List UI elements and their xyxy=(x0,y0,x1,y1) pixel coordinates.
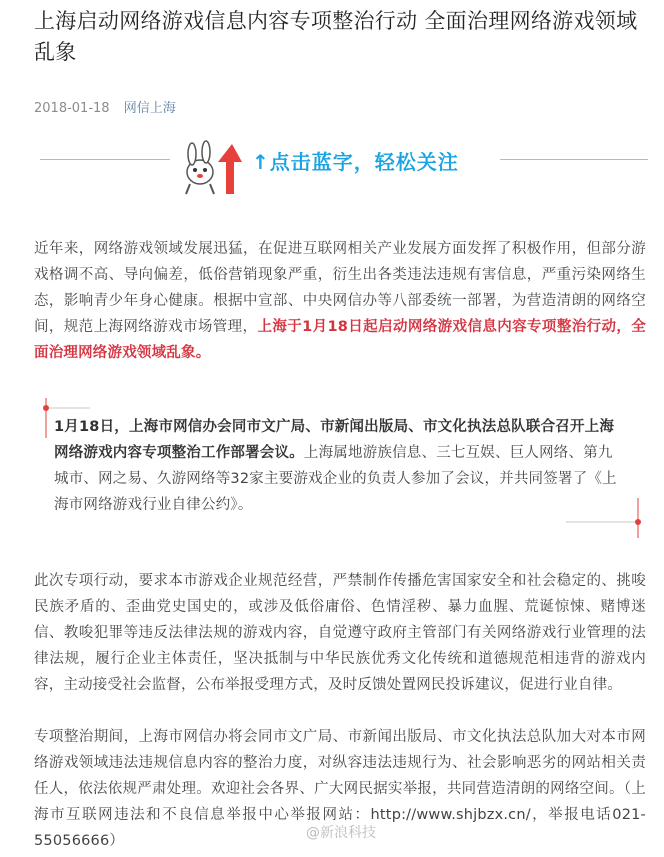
intro-highlight: 上海于1月18日起启动网络游戏信息内容专项整治行动，全面治理网络游戏领域乱象。 xyxy=(34,319,646,361)
banner-divider-right xyxy=(500,159,648,160)
meeting-quote xyxy=(54,414,626,518)
publish-date: 2018-01-18 xyxy=(34,101,110,116)
corner-mark-bottom-right xyxy=(566,498,646,548)
banner-divider-left xyxy=(40,159,170,160)
paragraph-requirements: 此次专项行动，要求本市游戏企业规范经营，严禁制作传播危害国家安全和社会稳定的、挑唆民族矛盾的、歪曲党史国史的，或涉及低俗庸俗、色情淫秽、暴力血腥、荒诞惊悚、赌博迷信、教唆犯罪等违反法律法规的游戏内容，自觉遵守政府主管部门有关网络游戏行业管理的法律法规，履行企业主体责任，坚决抵制与中华民族优秀文化传统和道德规范相违背的游戏内容，主动接受社会监督，公布举报受理方式，及时反馈处置网民投诉建议，促进行业自律。 xyxy=(34,573,646,693)
quote-body: 上海属地游族信息、三七互娱、巨人网络、第九城市、网之易、久游网络等32家主要游戏企业的负责人参加了会议，并共同签署了《上海市网络游戏行业自律公约》。 xyxy=(54,445,617,513)
mascot-icon xyxy=(178,140,242,196)
follow-text: ↑点击蓝字，轻松关注 xyxy=(252,150,459,174)
article-meta xyxy=(34,97,176,116)
account-link[interactable]: 网信上海 xyxy=(123,101,176,116)
article-title: 上海启动网络游戏信息内容专项整治行动 全面治理网络游戏领域乱象 xyxy=(34,9,638,64)
watermark: @新浪科技 xyxy=(306,825,376,841)
paragraph-intro xyxy=(34,236,646,366)
quote-lead: 1月18日，上海市网信办会同市文广局、市新闻出版局、市文化执法总队联合召开上海网络游戏内容专项整治工作部署会议。 xyxy=(54,419,615,461)
intro-text: 近年来，网络游戏领域发展迅猛，在促进互联网相关产业发展方面发挥了积极作用，但部分游戏格调不高、导向偏差，低俗营销现象严重，衍生出各类违法违规有害信息，严重污染网络生态，影响青少年身心健康。根据中宣部、中央网信办等八部委统一部署，为营造清朗的网络空间，规范上海网络游戏市场管理， xyxy=(34,241,646,335)
follow-banner[interactable] xyxy=(40,138,648,196)
paragraph-rectification: 专项整治期间，上海市网信办将会同市文广局、市新闻出版局、市文化执法总队加大对本市网络游戏领域违法违规信息内容的整治力度，对纵容违法违规行为、社会影响恶劣的网站相关责任人，依法依规严肃处理。欢迎社会各界、广大网民据实举报，共同营造清朗的网络空间。（上海市互联网违法和不良信息举报中心举报网站：http://www.shjbzx.cn/，举报电话021-55056666） xyxy=(34,729,646,849)
